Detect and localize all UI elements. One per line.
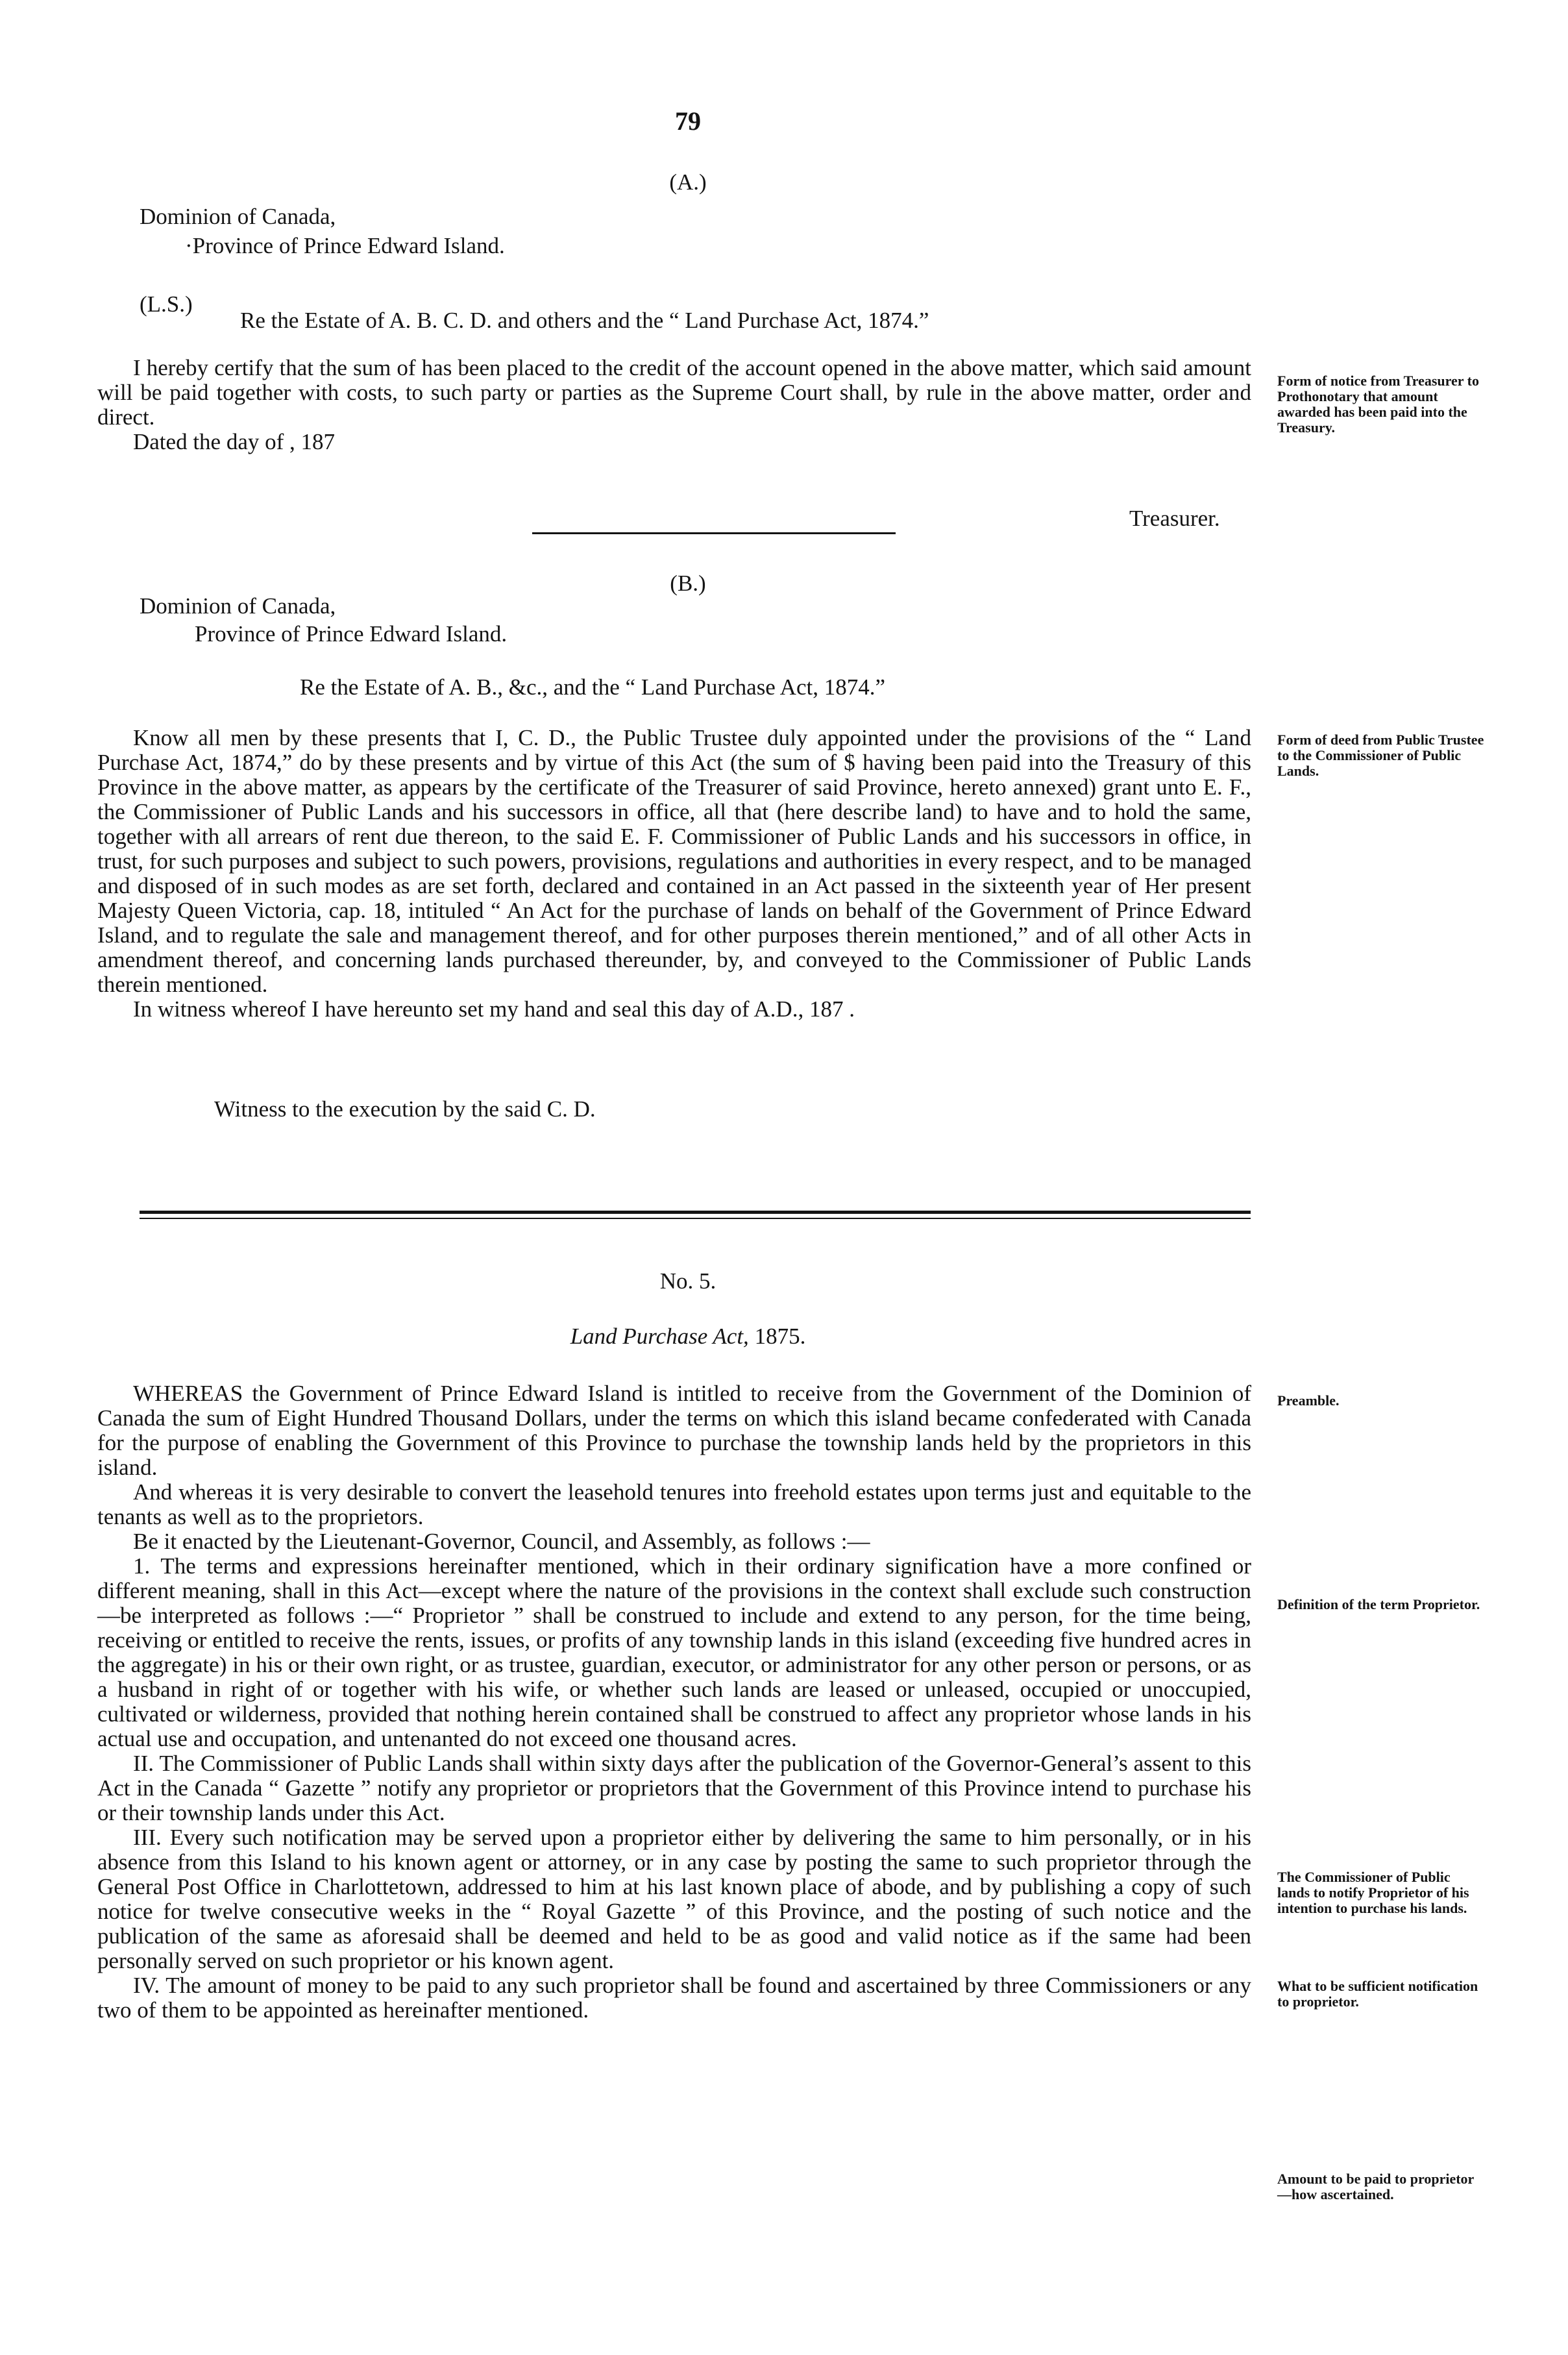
form-a-dated: Dated the day of , 187	[133, 429, 336, 454]
section-2: II. The Commissioner of Public Lands shall within sixty days after the publication of the Governor-General’s assent to this Act in the Canada “ Gazette ” notify any proprietor or proprietors that the Government of this Province intend to purchase his or their township lands under this Act.	[97, 1751, 1251, 1825]
margin-section-3: What to be sufficient notification to proprietor.	[1277, 1978, 1478, 2010]
margin-preamble: Preamble.	[1277, 1392, 1340, 1409]
preamble-whereas: WHEREAS the Government of Prince Edward Island is intitled to receive from the Government of the Dominion of Canada the sum of Eight Hundred Thousand Dollars, under the terms on which this island became confederated with Canada for the purpose of enabling the Government of this Province to purchase the township lands held by the proprietors in this island.	[97, 1381, 1251, 1480]
form-a-body	[97, 356, 1251, 454]
preamble-and-whereas: And whereas it is very desirable to convert the leasehold tenures into freehold estates upon terms just and equitable to the tenants as well as to the proprietors.	[97, 1479, 1251, 1529]
page-number: 79	[675, 106, 701, 136]
form-a-certificate: I hereby certify that the sum of has been placed to the credit of the account opened in the above matter, which said amount will be paid together with costs, to such party or parties as the Supreme Court shall, by rule in the above matter, order and direct.	[97, 355, 1251, 430]
section-3: III. Every such notification may be served upon a proprietor either by delivering the same to him personally, or in his absence from this Island to his known agent or attorney, or in any case by posting the same to such proprietor through the General Post Office in Charlottetown, addressed to him at his last known place of abode, and by publishing a copy of such notice for twelve consecutive weeks in the “ Royal Gazette ” of this Province, and the posting of such notice and the publication of the same as aforesaid shall be deemed and held to be as good and valid notice as if the same had been personally served on such proprietor or his known agent.	[97, 1825, 1251, 1973]
form-b-province: Province of Prince Edward Island.	[195, 621, 508, 647]
divider-thin	[140, 1218, 1251, 1219]
form-b-label: (B.)	[670, 571, 706, 596]
section-4: IV. The amount of money to be paid to any such proprietor shall be found and ascertained by three Commissioners or any two of them to be appointed as hereinafter mentioned.	[97, 1973, 1251, 2023]
form-a-re-line: Re the Estate of A. B. C. D. and others and the “ Land Purchase Act, 1874.”	[240, 308, 929, 333]
act-title	[454, 1324, 922, 1349]
margin-section-2: The Commissioner of Public lands to notify Proprietor of his intention to purchase his lands.	[1277, 1869, 1469, 1916]
margin-section-4: Amount to be paid to proprietor—how ascertained.	[1277, 2171, 1475, 2202]
act-number: No. 5.	[659, 1268, 717, 1294]
form-a-signature: Treasurer.	[1129, 506, 1220, 531]
form-b-re-line: Re the Estate of A. B., &c., and the “ Land Purchase Act, 1874.”	[300, 674, 885, 700]
form-b-witness-line: In witness whereof I have hereunto set my hand and seal this day of A.D., 187 .	[133, 996, 855, 1022]
form-a-province: ·Province of Prince Edward Island.	[185, 233, 505, 258]
divider-thick	[140, 1211, 1251, 1214]
act-title-year: 1875.	[748, 1324, 806, 1349]
form-b-body	[97, 726, 1251, 1022]
act-title-name: Land Purchase Act,	[570, 1324, 749, 1349]
form-a-label: (A.)	[669, 169, 707, 195]
act-body	[97, 1381, 1251, 2023]
form-a-seal: (L.S.)	[140, 291, 193, 317]
form-b-margin-note: Form of deed from Public Trustee to the Commissioner of Public Lands.	[1277, 732, 1484, 779]
enactment-clause: Be it enacted by the Lieutenant-Governor, Council, and Assembly, as follows :—	[133, 1529, 870, 1554]
form-a-dominion: Dominion of Canada,	[140, 204, 336, 229]
divider-short	[532, 532, 896, 534]
form-a-margin-note: Form of notice from Treasurer to Prothonotary that amount awarded has been paid into the Treasury.	[1277, 373, 1479, 436]
form-b-deed: Know all men by these presents that I, C. D., the Public Trustee duly appointed under the provisions of the “ Land Purchase Act, 1874,” do by these presents and by virtue of this Act (the sum of $ having been paid into the Treasury of this Province in the above matter, as appears by the certificate of the Treasurer of said Province, hereto annexed) grant unto E. F., the Commissioner of Public Lands and his successors in office, all that (here describe land) to have and to hold the same, together with all arrears of rent due thereon, to the said E. F. Commissioner of Public Lands and his successors in office, in trust, for such purposes and subject to such powers, provisions, regulations and authorities in every respect, and to be managed and disposed of in such modes as are set forth, declared and contained in an Act passed in the sixteenth year of Her present Majesty Queen Victoria, cap. 18, intituled “ An Act for the purchase of lands on behalf of the Government of Prince Edward Island, and to regulate the sale and management thereof, and for other purposes therein mentioned,” and of all other Acts in amendment thereof, and concerning lands purchased thereunder, by, and conveyed to the Commissioner of Public Lands therein mentioned.	[97, 725, 1251, 997]
margin-section-1: Definition of the term Proprietor.	[1277, 1596, 1480, 1612]
form-b-execution: Witness to the execution by the said C. D.	[214, 1096, 596, 1122]
form-b-dominion: Dominion of Canada,	[140, 593, 336, 619]
section-1: 1. The terms and expressions hereinafter mentioned, which in their ordinary signification have a more confined or different meaning, shall in this Act—except where the nature of the provisions in the context shall exclude such construction—be interpreted as follows :—“ Proprietor ” shall be construed to include and extend to any person, for the time being, receiving or entitled to receive the rents, issues, or profits of any township lands in this island (exceeding five hundred acres in the aggregate) in his or their own right, or as trustee, guardian, executor, or administrator for any other person or persons, or as a husband in right of or together with his wife, or whether such lands are leased or unleased, occupied or unoccupied, cultivated or wilderness, provided that nothing herein contained shall be construed to affect any proprietor whose lands in his actual use and occupation, and untenanted do not exceed one thousand acres.	[97, 1553, 1251, 1751]
